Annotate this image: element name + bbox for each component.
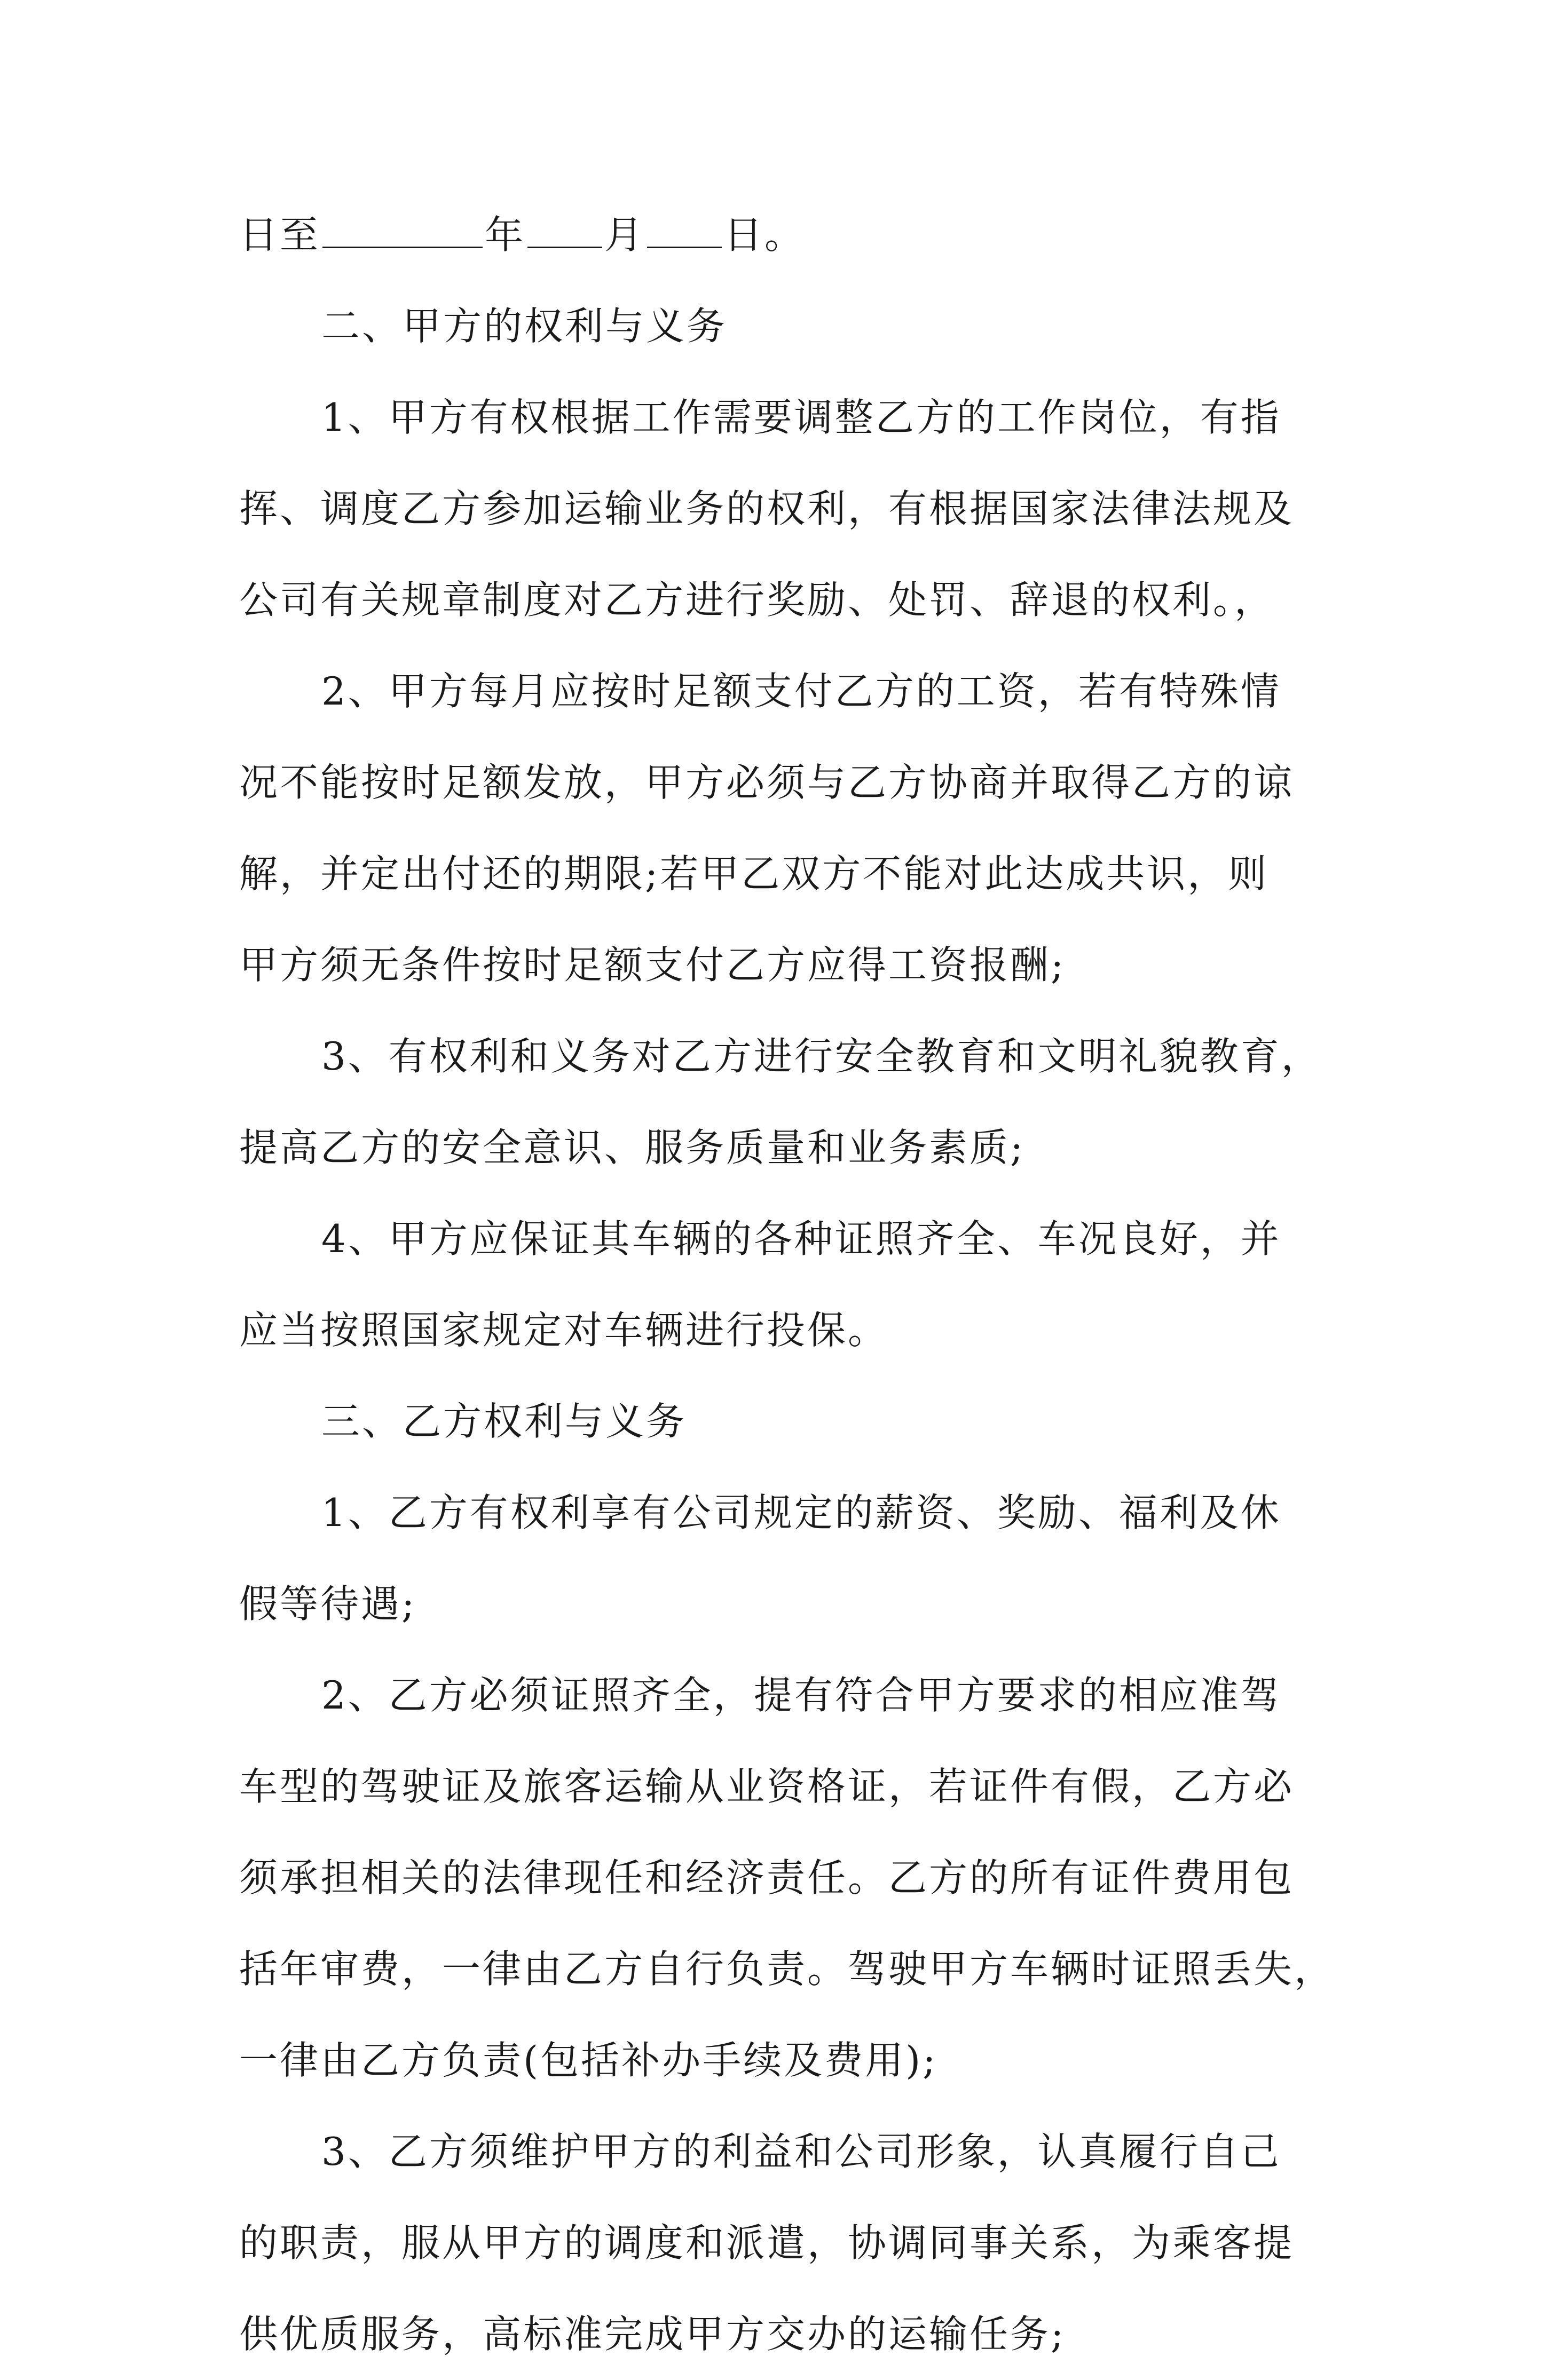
paragraph-line: 的职责，服从甲方的调度和派遣，协调同事关系，为乘客提: [239, 2220, 1295, 2265]
paragraph-line: 须承担相关的法律现任和经济责任。乙方的所有证件费用包: [239, 1855, 1295, 1900]
paragraph-line: 假等待遇;: [239, 1582, 417, 1626]
document-body: [239, 189, 1335, 2380]
paragraph-line: 括年审费，一律由乙方自行负责。驾驶甲方车辆时证照丢失，: [239, 1947, 1335, 1991]
paragraph-line: 供优质服务，高标准完成甲方交办的运输任务;: [239, 2312, 1066, 2357]
date-range-line: [239, 189, 1312, 281]
paragraph-line: 1、甲方有权根据工作需要调整乙方的工作岗位，有指: [321, 395, 1281, 440]
paragraph-line: 应当按照国家规定对车辆进行投保。: [239, 1308, 889, 1353]
paragraph-line: 甲方须无条件按时足额支付乙方应得工资报酬;: [239, 943, 1066, 987]
day-label: 日。: [724, 212, 806, 257]
paragraph-line: 提高乙方的安全意识、服务质量和业务素质;: [239, 1125, 1026, 1170]
paragraph-line: 一律由乙方负责(包括补办手续及费用);: [239, 2038, 938, 2083]
section-heading-party-b: 三、乙方权利与义务: [321, 1399, 687, 1444]
paragraph-line: 挥、调度乙方参加运输业务的权利，有根据国家法律法规及: [239, 486, 1295, 531]
paragraph-line: 3、乙方须维护甲方的利益和公司形象，认真履行自己: [321, 2129, 1281, 2174]
paragraph-line: 2、乙方必须证照齐全，提有符合甲方要求的相应准驾: [321, 1673, 1281, 1718]
month-blank: [527, 211, 602, 248]
paragraph-line: 解，并定出付还的期限;若甲乙双方不能对此达成共识，则: [239, 851, 1269, 896]
date-prefix: 日至: [239, 212, 321, 257]
year-label: 年: [485, 212, 526, 257]
paragraph-line: 公司有关规章制度对乙方进行奖励、处罚、辞退的权利。，: [239, 578, 1275, 622]
month-label: 月: [604, 212, 645, 257]
section-heading-party-a: 二、甲方的权利与义务: [321, 304, 728, 349]
paragraph-line: 2、甲方每月应按时足额支付乙方的工资，若有特殊情: [321, 669, 1281, 714]
paragraph-line: 4、甲方应保证其车辆的各种证照齐全、车况良好，并: [321, 1216, 1281, 1261]
paragraph-line: 3、有权利和义务对乙方进行安全教育和文明礼貌教育，: [321, 1034, 1322, 1079]
paragraph-line: 况不能按时足额发放，甲方必须与乙方协商并取得乙方的谅: [239, 760, 1295, 805]
paragraph-line: 1、乙方有权利享有公司规定的薪资、奖励、福利及休: [321, 1490, 1281, 1535]
paragraph-line: 车型的驾驶证及旅客运输从业资格证，若证件有假，乙方必: [239, 1764, 1295, 1809]
year-blank: [322, 211, 483, 248]
day-blank: [647, 211, 722, 248]
